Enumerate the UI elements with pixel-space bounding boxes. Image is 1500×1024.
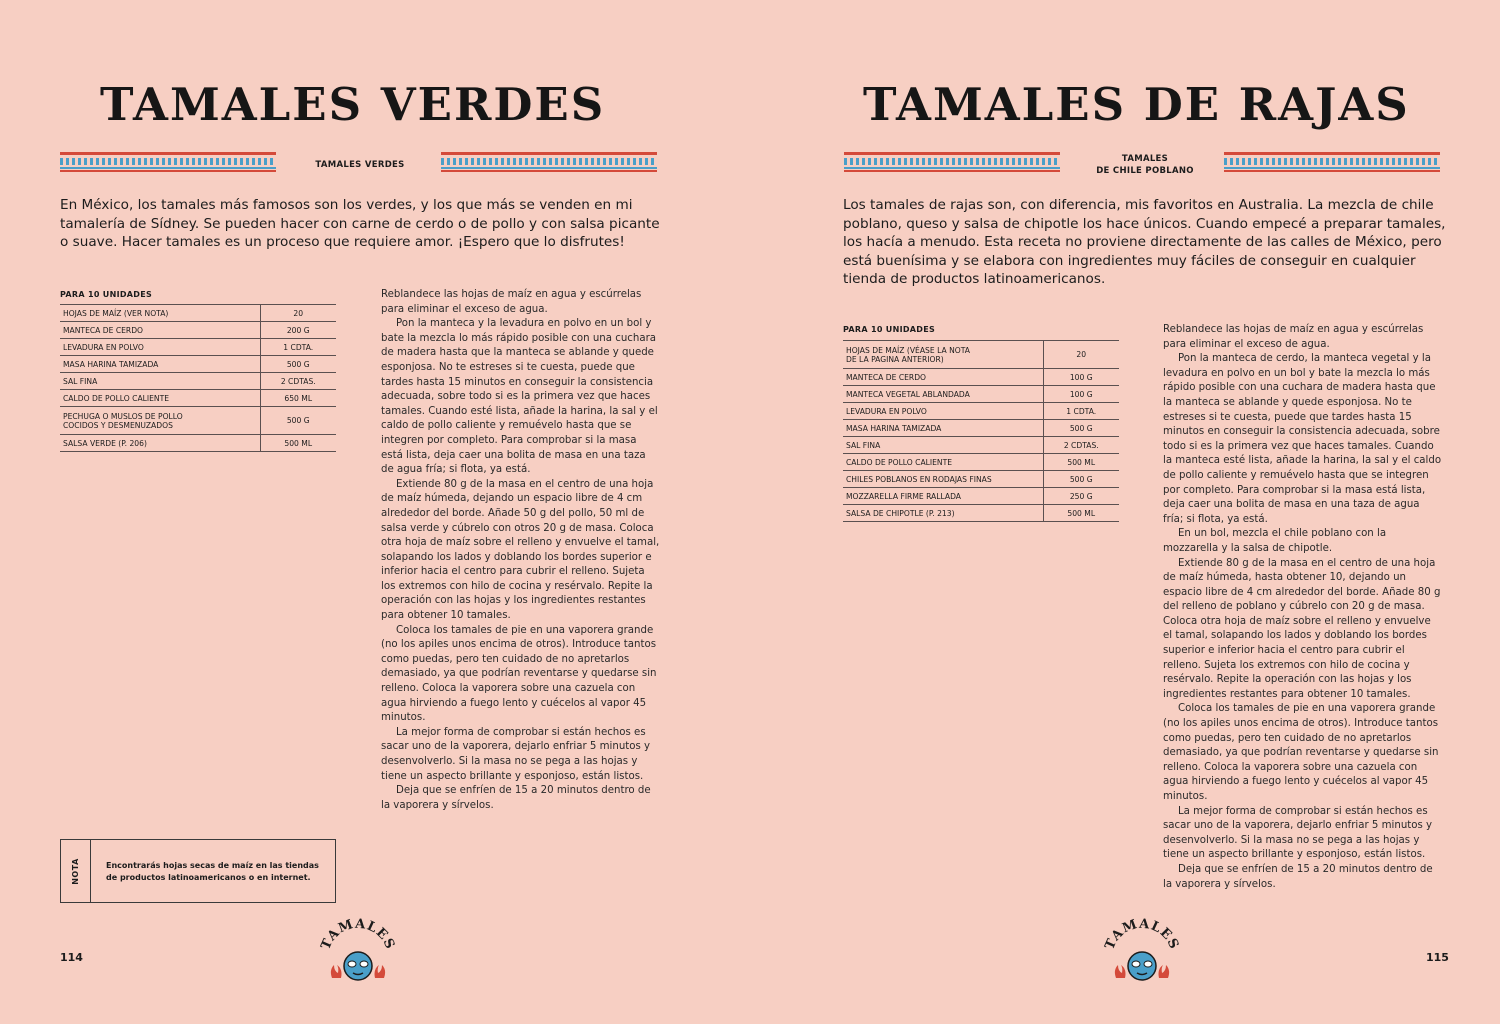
ingredient-row <box>843 403 1119 420</box>
ingredient-quantity: 500 ML <box>1043 505 1119 522</box>
method-paragraph: Deja que se enfríen de 15 a 20 minutos dentro de la vaporera y sírvelos. <box>1163 863 1433 890</box>
ingredient-row <box>60 339 336 356</box>
method-paragraph: La mejor forma de comprobar si están hechos es sacar uno de la vaporera, dejarlo enfriar 5 minutos y desenvolverlo. Si la masa no se pega a las hojas y tiene un aspecto brillante y esponjoso, están listos. <box>1163 805 1433 861</box>
svg-text:TAMALES <box>319 918 398 952</box>
ingredient-name: SAL FINA <box>843 437 1043 454</box>
decorative-stripe-left <box>844 152 1060 172</box>
ingredient-quantity: 500 G <box>1043 420 1119 437</box>
ingredient-row <box>60 373 336 390</box>
recipe-method <box>1163 323 1443 892</box>
flame-icon-right <box>1159 965 1170 978</box>
recipe-intro: Los tamales de rajas son, con diferencia, mis favoritos en Australia. La mezcla de chile poblano, queso y salsa de chipotle los hace únicos. Cuando empecé a preparar tamales, los hacía a menudo. Esta receta no proviene directamente de las calles de México, pero está buenísima y se elabora con ingredientes muy fáciles de conseguir en cualquier tienda de productos latinoamericanos. <box>843 197 1446 287</box>
ingredient-quantity: 20 <box>260 305 336 322</box>
method-paragraph: Pon la manteca y la levadura en polvo en un bol y bate la mezcla lo más rápido posible con una cuchara de madera hasta que la manteca se ablande y quede esponjosa. No te estreses si te cuesta, puede que tardes hasta 15 minutos en conseguir la consistencia adecuada, sobre todo si es la primera vez que haces tamales. Cuando esté lista, añade la harina, la sal y el caldo de pollo caliente y remuévelo hasta que se integren por completo. Para comprobar si la masa está lista, deja caer una bolita de masa en una taza de agua fría; si flota, ya está. <box>381 318 658 476</box>
ingredients-heading: PARA 10 UNIDADES <box>60 290 153 299</box>
ingredient-quantity: 2 CDTAS. <box>260 373 336 390</box>
recipe-method <box>381 288 661 813</box>
ingredient-name: LEVADURA EN POLVO <box>843 403 1043 420</box>
method-paragraph: Reblandece las hojas de maíz en agua y escúrrelas para eliminar el exceso de agua. <box>381 289 642 315</box>
ingredient-quantity: 1 CDTA. <box>260 339 336 356</box>
ingredient-name: MOZZARELLA FIRME RALLADA <box>843 488 1043 505</box>
tamales-logo <box>318 918 398 988</box>
logo-text: TAMALES <box>318 918 398 953</box>
recipe-subtitle: TAMALES DE CHILE POBLANO <box>1096 154 1194 176</box>
ingredient-name: MANTECA VEGETAL ABLANDADA <box>843 386 1043 403</box>
ingredient-row <box>60 407 336 435</box>
ingredient-quantity: 500 G <box>260 356 336 373</box>
recipe-title: TAMALES VERDES <box>100 78 606 131</box>
ingredient-name: LEVADURA EN POLVO <box>60 339 260 356</box>
right-page <box>750 0 1500 1024</box>
ingredient-row <box>843 505 1119 522</box>
ingredient-row <box>843 386 1119 403</box>
page-number: 114 <box>60 951 83 964</box>
method-paragraph: Extiende 80 g de la masa en el centro de una hoja de maíz húmeda, dejando un espacio libre de 4 cm alrededor del borde. Añade 50 g del pollo, 50 ml de salsa verde y cúbrelo con otros 20 g de masa. Coloca otra hoja de maíz sobre el relleno y envuelve el tamal, solapando los lados y doblando los bordes superior e inferior hacia el centro para cubrir el relleno. Sujeta los extremos con hilo de cocina y resérvalo. Repite la operación con las hojas y los ingredientes restantes para obtener 10 tamales. <box>381 478 660 622</box>
ingredient-quantity: 200 G <box>260 322 336 339</box>
method-paragraph: Coloca los tamales de pie en una vaporera grande (no los apiles unos encima de otros). Introduce tantos como puedas, pero ten cuidado de no apretarlos demasiado, ya que podrían reventarse y quedarse sin relleno. Coloca la vaporera sobre una cazuela con agua hirviendo a fuego lento y cuécelos al vapor 45 minutos. <box>381 624 657 724</box>
ingredient-quantity: 1 CDTA. <box>1043 403 1119 420</box>
ingredient-name: SALSA DE CHIPOTLE (P. 213) <box>843 505 1043 522</box>
method-paragraph: Extiende 80 g de la masa en el centro de una hoja de maíz húmeda, hasta obtener 10, dejando un espacio libre de 4 cm alrededor del borde. Añade 80 g del relleno de poblano y cúbrelo con 20 g de masa. Coloca otra hoja de maíz sobre el relleno y envuelve el tamal, solapando los lados y doblando los bordes superior e inferior hacia el centro para cubrir el relleno. Sujeta los extremos con hilo de cocina y resérvalo. Repite la operación con las hojas y los ingredientes restantes para obtener 10 tamales. <box>1163 557 1441 700</box>
ingredient-name: HOJAS DE MAÍZ (VER NOTA) <box>60 305 260 322</box>
logo-text: TAMALES <box>1102 918 1182 953</box>
recipe-title: TAMALES DE RAJAS <box>863 78 1410 131</box>
ingredient-quantity: 100 G <box>1043 369 1119 386</box>
ingredient-row <box>60 305 336 322</box>
method-paragraph: Coloca los tamales de pie en una vaporera grande (no los apiles unos encima de otros). Introduce tantos como puedas, pero ten cuidado de no apretarlos demasiado, ya que podrían reventarse y quedarse sin relleno. Coloca la vaporera sobre una cazuela con agua hirviendo a fuego lento y cuécelos al vapor 45 minutos. <box>1163 703 1439 802</box>
ingredient-row <box>60 390 336 407</box>
ingredient-row <box>843 437 1119 454</box>
ingredient-name: SALSA VERDE (P. 206) <box>60 435 260 452</box>
decorative-stripe-left <box>60 152 276 172</box>
ingredients-heading: PARA 10 UNIDADES <box>843 325 936 334</box>
flame-icon-left <box>331 965 342 978</box>
decorative-stripe-right <box>1224 152 1440 172</box>
method-paragraph: Deja que se enfríen de 15 a 20 minutos dentro de la vaporera y sírvelos. <box>381 785 651 811</box>
ingredient-name: CALDO DE POLLO CALIENTE <box>843 454 1043 471</box>
ingredient-row <box>60 356 336 373</box>
ingredient-name: CHILES POBLANOS EN RODAJAS FINAS <box>843 471 1043 488</box>
ingredient-row <box>843 341 1119 369</box>
note-text: Encontrarás hojas secas de maíz en las tiendas de productos latinoamericanos o en internet. <box>106 861 319 882</box>
ingredient-quantity: 500 ML <box>1043 454 1119 471</box>
ingredient-name: MASA HARINA TAMIZADA <box>843 420 1043 437</box>
recipe-subtitle: TAMALES VERDES <box>315 160 405 170</box>
ingredients-table <box>60 304 336 452</box>
method-paragraph: Reblandece las hojas de maíz en agua y escúrrelas para eliminar el exceso de agua. <box>1163 324 1424 350</box>
ingredient-quantity: 20 <box>1043 341 1119 369</box>
ingredient-quantity: 500 G <box>1043 471 1119 488</box>
ingredient-row <box>843 488 1119 505</box>
note-label: NOTA <box>71 857 80 885</box>
note-box <box>60 839 336 903</box>
ingredient-row <box>843 369 1119 386</box>
ingredient-row <box>843 471 1119 488</box>
method-paragraph: En un bol, mezcla el chile poblano con la mozzarella y la salsa de chipotle. <box>1163 528 1387 554</box>
ingredients-table <box>843 340 1119 522</box>
tamales-logo <box>1102 918 1182 988</box>
flame-icon-left <box>1115 965 1126 978</box>
ingredient-quantity: 650 ML <box>260 390 336 407</box>
decorative-stripe-right <box>441 152 657 172</box>
ingredient-row <box>60 435 336 452</box>
ingredient-name: HOJAS DE MAÍZ (VÉASE LA NOTA DE LA PAGINA ANTERIOR) <box>843 341 1043 369</box>
ingredient-name: MASA HARINA TAMIZADA <box>60 356 260 373</box>
method-paragraph: La mejor forma de comprobar si están hechos es sacar uno de la vaporera, dejarlo enfriar 5 minutos y desenvolverlo. Si la masa no se pega a las hojas y tiene un aspecto brillante y esponjoso, están listos. <box>381 726 651 782</box>
ingredient-name: MANTECA DE CERDO <box>843 369 1043 386</box>
svg-text:TAMALES <box>1103 918 1182 952</box>
ingredient-name: PECHUGA O MUSLOS DE POLLO COCIDOS Y DESMENUZADOS <box>60 407 260 435</box>
ingredient-quantity: 500 ML <box>260 435 336 452</box>
recipe-intro: En México, los tamales más famosos son los verdes, y los que más se venden en mi tamalería de Sídney. Se pueden hacer con carne de cerdo o de pollo y con salsa picante o suave. Hacer tamales es un proceso que requiere amor. ¡Espero que lo disfrutes! <box>60 197 660 250</box>
ingredient-row <box>60 322 336 339</box>
ingredient-row <box>843 420 1119 437</box>
ingredient-quantity: 250 G <box>1043 488 1119 505</box>
ingredient-row <box>843 454 1119 471</box>
ingredient-quantity: 2 CDTAS. <box>1043 437 1119 454</box>
ingredient-name: MANTECA DE CERDO <box>60 322 260 339</box>
note-label-tab <box>61 840 91 902</box>
ingredient-quantity: 100 G <box>1043 386 1119 403</box>
method-paragraph: Pon la manteca de cerdo, la manteca vegetal y la levadura en polvo en un bol y bate la mezcla lo más rápido posible con una cuchara de madera hasta que la manteca se ablande y quede esponjosa. No te estreses si te cuesta, puede que tardes hasta 15 minutos en conseguir la consistencia adecuada, sobre todo si es la primera vez que haces tamales. Cuando la manteca esté lista, añade la harina, la sal y el caldo de pollo caliente y remuévelo hasta que se integren por completo. Para comprobar si la masa está lista, deja caer una bolita de masa en una taza de agua fría; si flota, ya está. <box>1163 353 1442 525</box>
page-number: 115 <box>1426 951 1449 964</box>
ingredient-name: SAL FINA <box>60 373 260 390</box>
flame-icon-right <box>375 965 386 978</box>
ingredient-quantity: 500 G <box>260 407 336 435</box>
ingredient-name: CALDO DE POLLO CALIENTE <box>60 390 260 407</box>
